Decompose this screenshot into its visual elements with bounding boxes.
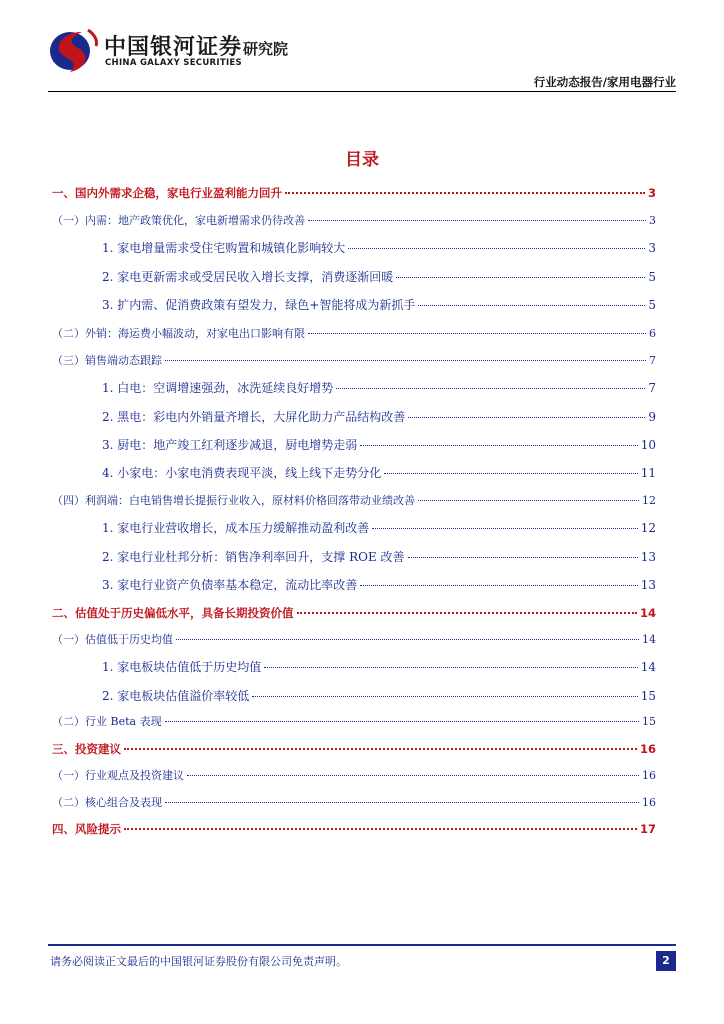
- toc-dot-leader: [360, 445, 637, 446]
- toc-entry-title: 1. 白电：空调增速强劲，冰洗延续良好增势: [102, 381, 334, 395]
- toc-entry-level-3[interactable]: [102, 687, 656, 704]
- toc-dot-leader: [165, 802, 639, 803]
- toc-entry-level-2[interactable]: [52, 631, 656, 647]
- toc-dot-leader: [285, 192, 645, 194]
- toc-entry-title: 1. 家电板块估值低于历史均值: [102, 660, 262, 674]
- toc-entry-page: 12: [640, 521, 656, 535]
- toc-entry-title: （三）销售端动态跟踪: [52, 354, 162, 367]
- toc-entry-level-2[interactable]: [52, 767, 656, 783]
- toc-entry-page: 7: [648, 381, 656, 395]
- toc-entry-page: 16: [642, 769, 656, 782]
- toc-entry-page: 12: [642, 494, 656, 507]
- toc-entry-title: （二）行业 Beta 表现: [52, 715, 162, 728]
- toc-entry-level-2[interactable]: [52, 352, 656, 368]
- toc-dot-leader: [165, 721, 639, 722]
- toc-dot-leader: [264, 667, 637, 668]
- toc-entry-title: 2. 黑电：彩电内外销量齐增长，大屏化助力产品结构改善: [102, 410, 406, 424]
- toc-entry-page: 16: [639, 742, 656, 756]
- toc-entry-page: 14: [642, 633, 656, 646]
- toc-entry-title: 1. 家电行业营收增长，成本压力缓解推动盈利改善: [102, 521, 370, 535]
- toc-dot-leader: [396, 277, 645, 278]
- toc-entry-page: 15: [640, 689, 656, 703]
- toc-entry-title: 2. 家电行业杜邦分析：销售净利率回升，支撑 ROE 改善: [102, 550, 405, 564]
- toc-entry-page: 15: [642, 715, 656, 728]
- toc-entry-page: 3: [647, 186, 656, 200]
- toc-entry-title: 3. 厨电：地产竣工红利逐步减退，厨电增势走弱: [102, 438, 358, 452]
- toc-dot-leader: [308, 333, 646, 334]
- toc-entry-title: 三、投资建议: [52, 742, 121, 756]
- toc-entry-page: 14: [640, 660, 656, 674]
- toc-dot-leader: [418, 500, 639, 501]
- toc-entry-level-3[interactable]: [102, 464, 656, 481]
- page-number-badge: 2: [656, 951, 676, 971]
- toc-dot-leader: [372, 528, 637, 529]
- toc-entry-page: 5: [648, 270, 656, 284]
- toc-entry-level-1[interactable]: [52, 821, 656, 837]
- footer-divider: [48, 944, 676, 946]
- toc-entry-title: 3. 家电行业资产负债率基本稳定，流动比率改善: [102, 578, 358, 592]
- toc-entry-page: 14: [639, 606, 656, 620]
- toc-entry-title: 3. 扩内需、促消费政策有望发力，绿色+智能将成为新抓手: [102, 298, 416, 312]
- logo-english-name: CHINA GALAXY SECURITIES: [105, 58, 242, 68]
- toc-entry-level-2[interactable]: [52, 794, 656, 810]
- toc-dot-leader: [308, 220, 646, 221]
- toc-dot-leader: [124, 828, 637, 830]
- toc-entry-page: 7: [649, 354, 656, 367]
- header-divider: [48, 91, 676, 92]
- toc-dot-leader: [408, 417, 645, 418]
- toc-dot-leader: [408, 557, 638, 558]
- toc-title: 目录: [345, 150, 379, 170]
- toc-entry-level-2[interactable]: [52, 212, 656, 228]
- toc-entry-title: （四）利润端：白电销售增长提振行业收入，原材料价格回落带动业绩改善: [52, 494, 415, 507]
- toc-entry-level-3[interactable]: [102, 379, 656, 396]
- toc-dot-leader: [124, 748, 637, 750]
- toc-dot-leader: [336, 388, 645, 389]
- toc-entry-page: 9: [648, 410, 656, 424]
- toc-entry-level-3[interactable]: [102, 576, 656, 593]
- toc-dot-leader: [384, 473, 637, 474]
- toc-dot-leader: [176, 639, 639, 640]
- toc-dot-leader: [297, 612, 637, 614]
- toc-entry-title: 二、估值处于历史偏低水平，具备长期投资价值: [52, 606, 294, 620]
- toc-dot-leader: [360, 585, 637, 586]
- toc-entry-level-3[interactable]: [102, 239, 656, 256]
- toc-entry-level-3[interactable]: [102, 548, 656, 565]
- toc-entry-level-1[interactable]: [52, 185, 656, 201]
- toc-entry-title: 1. 家电增量需求受住宅购置和城镇化影响较大: [102, 241, 346, 255]
- toc-entry-page: 11: [640, 466, 656, 480]
- toc-entry-title: （一）行业观点及投资建议: [52, 769, 184, 782]
- toc-entry-level-3[interactable]: [102, 519, 656, 536]
- toc-entry-level-3[interactable]: [102, 296, 656, 313]
- toc-entry-title: 一、国内外需求企稳，家电行业盈利能力回升: [52, 186, 282, 200]
- toc-entry-page: 17: [639, 822, 656, 836]
- toc-entry-page: 5: [648, 298, 656, 312]
- toc-entry-level-3[interactable]: [102, 436, 656, 453]
- toc-entry-page: 3: [648, 241, 656, 255]
- toc-entry-level-3[interactable]: [102, 408, 656, 425]
- page-header: [48, 26, 676, 92]
- toc-entry-page: 3: [649, 214, 656, 227]
- toc-dot-leader: [187, 775, 639, 776]
- toc-entry-page: 16: [642, 796, 656, 809]
- china-galaxy-logo-icon: [48, 26, 100, 74]
- toc-entry-page: 6: [649, 327, 656, 340]
- toc-entry-title: （二）外销：海运费小幅波动，对家电出口影响有限: [52, 327, 305, 340]
- toc-entry-level-3[interactable]: [102, 268, 656, 285]
- toc-entry-title: 2. 家电板块估值溢价率较低: [102, 689, 250, 703]
- toc-entry-title: （一）估值低于历史均值: [52, 633, 173, 646]
- toc-dot-leader: [348, 248, 645, 249]
- toc-entry-title: （二）核心组合及表现: [52, 796, 162, 809]
- toc-entry-level-1[interactable]: [52, 741, 656, 757]
- toc-dot-leader: [252, 696, 637, 697]
- footer-disclaimer: 请务必阅读正文最后的中国银河证券股份有限公司免责声明。: [50, 955, 347, 968]
- toc-dot-leader: [418, 305, 645, 306]
- toc-entry-page: 13: [640, 550, 656, 564]
- institute-label: 研究院: [243, 40, 289, 58]
- toc-entry-page: 10: [640, 438, 656, 452]
- toc-dot-leader: [165, 360, 646, 361]
- toc-entry-level-2[interactable]: [52, 713, 656, 729]
- toc-entry-level-3[interactable]: [102, 658, 656, 675]
- toc-entry-title: 4. 小家电：小家电消费表现平淡，线上线下走势分化: [102, 466, 382, 480]
- toc-entry-title: 四、风险提示: [52, 822, 121, 836]
- toc-entry-title: （一）内需：地产政策优化，家电新增需求仍待改善: [52, 214, 305, 227]
- toc-entry-level-2[interactable]: [52, 492, 656, 508]
- logo-chinese-name: 中国银河证券: [104, 35, 243, 60]
- toc-entry-title: 2. 家电更新需求或受居民收入增长支撑，消费逐渐回暖: [102, 270, 394, 284]
- toc-entry-level-1[interactable]: [52, 605, 656, 621]
- report-type-label: 行业动态报告/家用电器行业: [533, 75, 676, 89]
- toc-entry-level-2[interactable]: [52, 325, 656, 341]
- toc-entry-page: 13: [640, 578, 656, 592]
